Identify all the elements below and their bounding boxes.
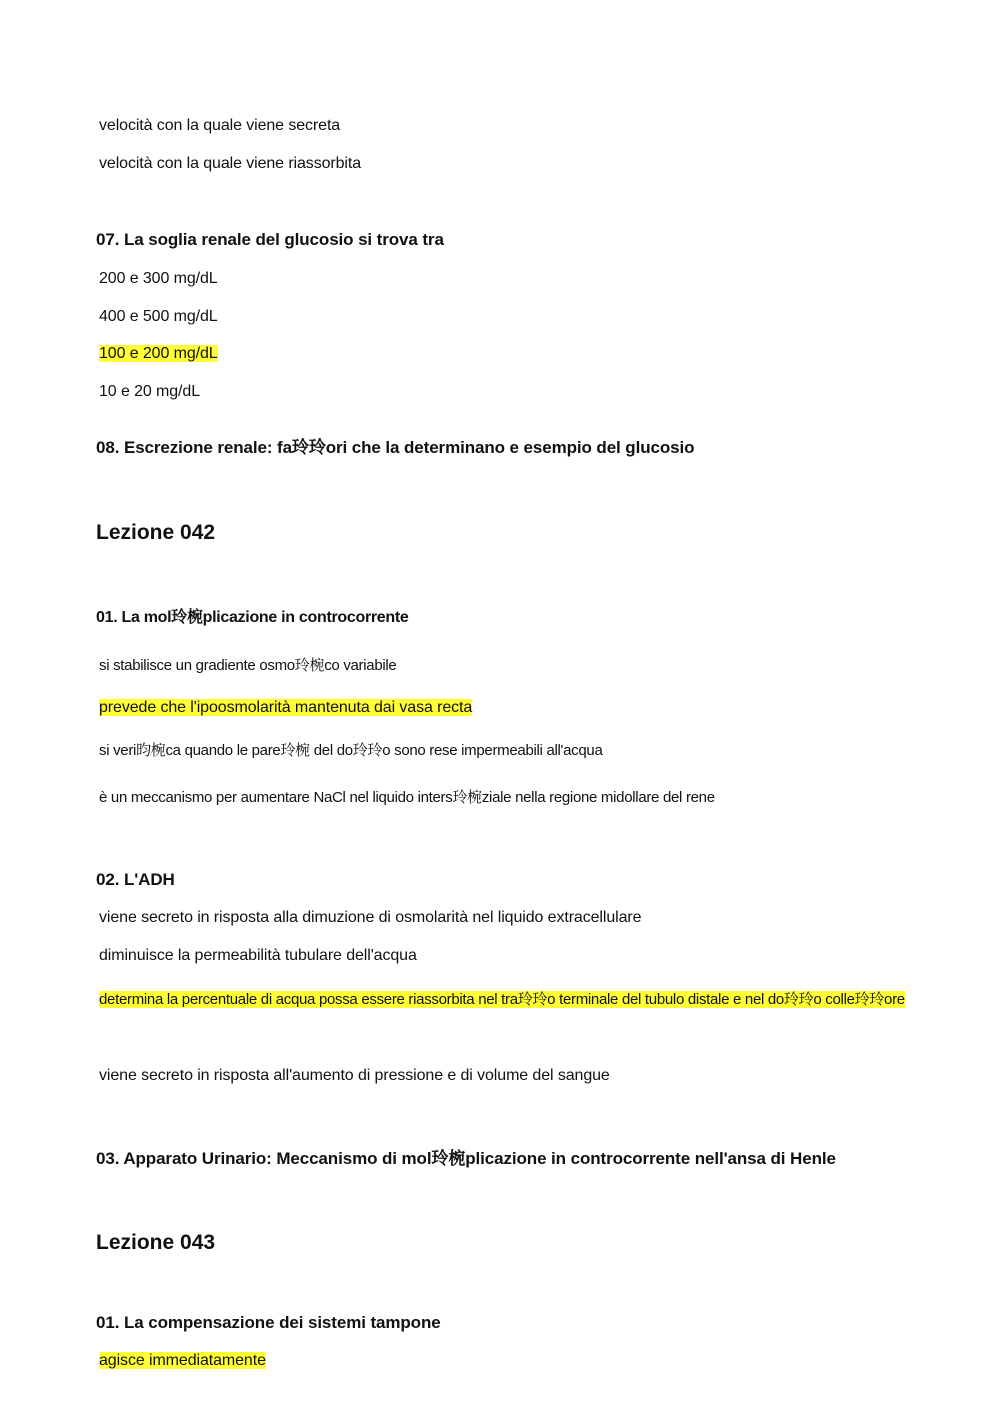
answer-option: velocità con la quale viene secreta xyxy=(99,117,341,134)
answer-option: si stabilisce un gradiente osmo玲椀co variabile xyxy=(99,657,397,674)
lesson-heading: Lezione 042 xyxy=(96,521,216,544)
answer-option: viene secreto in risposta all'aumento di pressione e di volume del sangue xyxy=(99,1067,610,1084)
answer-option: diminuisce la permeabilità tubulare dell'acqua xyxy=(99,947,417,964)
answer-option-correct xyxy=(96,983,906,1017)
question-title: 01. La mol玲椀plicazione in controcorrente xyxy=(96,609,409,626)
highlighted-answer: prevede che l'ipoosmolarità mantenuta dai vasa recta xyxy=(99,699,473,716)
question-title: 02. L'ADH xyxy=(96,870,175,889)
answer-option: velocità con la quale viene riassorbita xyxy=(99,155,362,172)
question-title: 07. La soglia renale del glucosio si trova tra xyxy=(96,230,444,249)
highlighted-answer: determina la percentuale di acqua possa essere riassorbita nel tra玲玲o terminale del tubulo distale e nel do玲玲o colle玲玲ore xyxy=(99,991,905,1008)
question-title: 03. Apparato Urinario: Meccanismo di mol玲椀plicazione in controcorrente nell'ansa di Henle xyxy=(96,1149,836,1168)
highlighted-answer: 100 e 200 mg/dL xyxy=(99,345,218,362)
answer-option: viene secreto in risposta alla dimuzione di osmolarità nel liquido extracellulare xyxy=(99,909,642,926)
answer-option-correct xyxy=(99,344,218,363)
answer-option: si veri昀椀ca quando le pare玲椀 del do玲玲o sono rese impermeabili all'acqua xyxy=(99,742,603,759)
answer-option: è un meccanismo per aumentare NaCl nel liquido inters玲椀ziale nella regione midollare del rene xyxy=(99,789,715,806)
answer-option: 10 e 20 mg/dL xyxy=(99,383,200,400)
highlighted-answer: agisce immediatamente xyxy=(99,1352,266,1369)
answer-option: 400 e 500 mg/dL xyxy=(99,308,218,325)
answer-option: 200 e 300 mg/dL xyxy=(99,270,218,287)
answer-option-correct xyxy=(99,698,472,717)
answer-option-correct xyxy=(99,1351,266,1370)
question-title: 08. Escrezione renale: fa玲玲ori che la determinano e esempio del glucosio xyxy=(96,438,695,457)
lesson-heading: Lezione 043 xyxy=(96,1231,216,1254)
question-title: 01. La compensazione dei sistemi tampone xyxy=(96,1313,441,1332)
